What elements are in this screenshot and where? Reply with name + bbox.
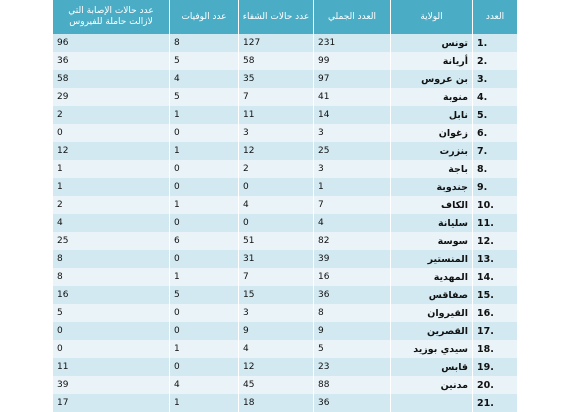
cell-governorate: زغوان xyxy=(391,124,473,142)
cell-total: 1 xyxy=(314,178,391,196)
header-governorate: الولاية xyxy=(391,0,473,34)
cell-active: 5 xyxy=(53,304,170,322)
cell-active: 4 xyxy=(53,214,170,232)
cell-recovered: 0 xyxy=(239,214,314,232)
cell-governorate: المنستير xyxy=(391,250,473,268)
covid-table-container xyxy=(53,0,505,410)
table-row xyxy=(53,232,517,250)
cell-recovered: 3 xyxy=(239,124,314,142)
cell-total: 23 xyxy=(314,358,391,376)
cell-deaths: 0 xyxy=(170,304,239,322)
cell-total: 231 xyxy=(314,34,391,52)
cell-active: 1 xyxy=(53,178,170,196)
cell-governorate: الكاف xyxy=(391,196,473,214)
cell-index: 5. xyxy=(473,106,518,124)
cell-governorate: صفاقس xyxy=(391,286,473,304)
cell-index: 9. xyxy=(473,178,518,196)
cell-index: 12. xyxy=(473,232,518,250)
cell-recovered: 4 xyxy=(239,196,314,214)
table-row xyxy=(53,376,517,394)
table-row xyxy=(53,304,517,322)
cell-index: 19. xyxy=(473,358,518,376)
cell-governorate: سليانة xyxy=(391,214,473,232)
cell-active: 8 xyxy=(53,268,170,286)
table-row xyxy=(53,358,517,376)
cell-deaths: 1 xyxy=(170,340,239,358)
cell-index: 16. xyxy=(473,304,518,322)
table-row xyxy=(53,394,517,412)
cell-governorate: جندوبة xyxy=(391,178,473,196)
table-row xyxy=(53,214,517,232)
cell-deaths: 1 xyxy=(170,196,239,214)
cell-recovered: 2 xyxy=(239,160,314,178)
cell-recovered: 58 xyxy=(239,52,314,70)
table-row xyxy=(53,52,517,70)
cell-deaths: 1 xyxy=(170,106,239,124)
cell-recovered: 7 xyxy=(239,268,314,286)
cell-active: 0 xyxy=(53,340,170,358)
cell-deaths: 0 xyxy=(170,160,239,178)
header-active: عدد حالات الإصابة التي لازالت حاملة للفيروس xyxy=(53,0,170,34)
cell-index: 10. xyxy=(473,196,518,214)
cell-deaths: 8 xyxy=(170,34,239,52)
cell-index: 11. xyxy=(473,214,518,232)
cell-recovered: 9 xyxy=(239,322,314,340)
cell-index: 3. xyxy=(473,70,518,88)
table-row xyxy=(53,250,517,268)
cell-governorate: سيدي بوزيد xyxy=(391,340,473,358)
table-row xyxy=(53,178,517,196)
cell-active: 16 xyxy=(53,286,170,304)
header-total: العدد الجملي xyxy=(314,0,391,34)
cell-governorate: منوبة xyxy=(391,88,473,106)
table-row xyxy=(53,124,517,142)
cell-total: 3 xyxy=(314,160,391,178)
cell-governorate: المهدية xyxy=(391,268,473,286)
cell-governorate: أريانة xyxy=(391,52,473,70)
table-row xyxy=(53,142,517,160)
cell-recovered: 127 xyxy=(239,34,314,52)
cell-deaths: 0 xyxy=(170,322,239,340)
cell-governorate: القيروان xyxy=(391,304,473,322)
table-row xyxy=(53,340,517,358)
table-body xyxy=(53,34,517,412)
cell-deaths: 0 xyxy=(170,250,239,268)
cell-total: 7 xyxy=(314,196,391,214)
cell-index: 2. xyxy=(473,52,518,70)
cell-active: 8 xyxy=(53,250,170,268)
cell-recovered: 12 xyxy=(239,358,314,376)
cell-active: 29 xyxy=(53,88,170,106)
cell-index: 14. xyxy=(473,268,518,286)
header-row xyxy=(53,0,517,34)
cell-total: 99 xyxy=(314,52,391,70)
cell-active: 0 xyxy=(53,322,170,340)
cell-recovered: 18 xyxy=(239,394,314,412)
cell-governorate: نابل xyxy=(391,106,473,124)
cell-active: 39 xyxy=(53,376,170,394)
cell-active: 96 xyxy=(53,34,170,52)
cell-governorate: القصرين xyxy=(391,322,473,340)
cell-index: 20. xyxy=(473,376,518,394)
cell-active: 0 xyxy=(53,124,170,142)
cell-deaths: 4 xyxy=(170,376,239,394)
cell-total: 39 xyxy=(314,250,391,268)
cell-recovered: 11 xyxy=(239,106,314,124)
header-index: العدد xyxy=(473,0,518,34)
cell-recovered: 0 xyxy=(239,178,314,196)
table-row xyxy=(53,268,517,286)
cell-total: 97 xyxy=(314,70,391,88)
cell-governorate: سوسة xyxy=(391,232,473,250)
table-row xyxy=(53,88,517,106)
table-row xyxy=(53,34,517,52)
cell-governorate: قابس xyxy=(391,358,473,376)
cell-index: 13. xyxy=(473,250,518,268)
cell-deaths: 5 xyxy=(170,52,239,70)
cell-total: 88 xyxy=(314,376,391,394)
table-row xyxy=(53,286,517,304)
cell-deaths: 5 xyxy=(170,286,239,304)
cell-total: 3 xyxy=(314,124,391,142)
cell-governorate: تونس xyxy=(391,34,473,52)
cell-deaths: 1 xyxy=(170,394,239,412)
header-deaths: عدد الوفيات xyxy=(170,0,239,34)
cell-recovered: 15 xyxy=(239,286,314,304)
cell-active: 25 xyxy=(53,232,170,250)
table-row xyxy=(53,70,517,88)
cell-deaths: 0 xyxy=(170,124,239,142)
cell-governorate: باجة xyxy=(391,160,473,178)
table-row xyxy=(53,196,517,214)
cell-index: 1. xyxy=(473,34,518,52)
cell-active: 2 xyxy=(53,106,170,124)
cell-total: 36 xyxy=(314,394,391,412)
cell-active: 36 xyxy=(53,52,170,70)
cell-recovered: 31 xyxy=(239,250,314,268)
cell-deaths: 0 xyxy=(170,214,239,232)
cell-total: 25 xyxy=(314,142,391,160)
cell-governorate: مدنين xyxy=(391,376,473,394)
cell-index: 4. xyxy=(473,88,518,106)
cell-total: 4 xyxy=(314,214,391,232)
cell-index: 7. xyxy=(473,142,518,160)
cell-total: 5 xyxy=(314,340,391,358)
cell-governorate: بنزرت xyxy=(391,142,473,160)
cell-index: 6. xyxy=(473,124,518,142)
header-recovered: عدد حالات الشفاء xyxy=(239,0,314,34)
cell-recovered: 4 xyxy=(239,340,314,358)
table-row xyxy=(53,322,517,340)
cell-governorate: بن عروس xyxy=(391,70,473,88)
cell-recovered: 3 xyxy=(239,304,314,322)
cell-active: 11 xyxy=(53,358,170,376)
cell-recovered: 7 xyxy=(239,88,314,106)
cell-total: 82 xyxy=(314,232,391,250)
cell-recovered: 35 xyxy=(239,70,314,88)
cell-active: 1 xyxy=(53,160,170,178)
cell-recovered: 51 xyxy=(239,232,314,250)
cell-total: 16 xyxy=(314,268,391,286)
cell-active: 58 xyxy=(53,70,170,88)
cell-total: 14 xyxy=(314,106,391,124)
cell-deaths: 1 xyxy=(170,268,239,286)
cell-active: 17 xyxy=(53,394,170,412)
cell-total: 9 xyxy=(314,322,391,340)
cell-total: 36 xyxy=(314,286,391,304)
cell-index: 8. xyxy=(473,160,518,178)
covid-cases-table xyxy=(53,0,517,412)
cell-deaths: 0 xyxy=(170,178,239,196)
table-row xyxy=(53,106,517,124)
cell-active: 2 xyxy=(53,196,170,214)
cell-index: 17. xyxy=(473,322,518,340)
cell-active: 12 xyxy=(53,142,170,160)
cell-recovered: 12 xyxy=(239,142,314,160)
cell-deaths: 5 xyxy=(170,88,239,106)
cell-governorate xyxy=(391,394,473,412)
cell-index: 15. xyxy=(473,286,518,304)
cell-total: 8 xyxy=(314,304,391,322)
cell-index: 21. xyxy=(473,394,518,412)
cell-deaths: 1 xyxy=(170,142,239,160)
cell-deaths: 0 xyxy=(170,358,239,376)
cell-recovered: 45 xyxy=(239,376,314,394)
cell-deaths: 4 xyxy=(170,70,239,88)
table-row xyxy=(53,160,517,178)
cell-index: 18. xyxy=(473,340,518,358)
cell-total: 41 xyxy=(314,88,391,106)
cell-deaths: 6 xyxy=(170,232,239,250)
